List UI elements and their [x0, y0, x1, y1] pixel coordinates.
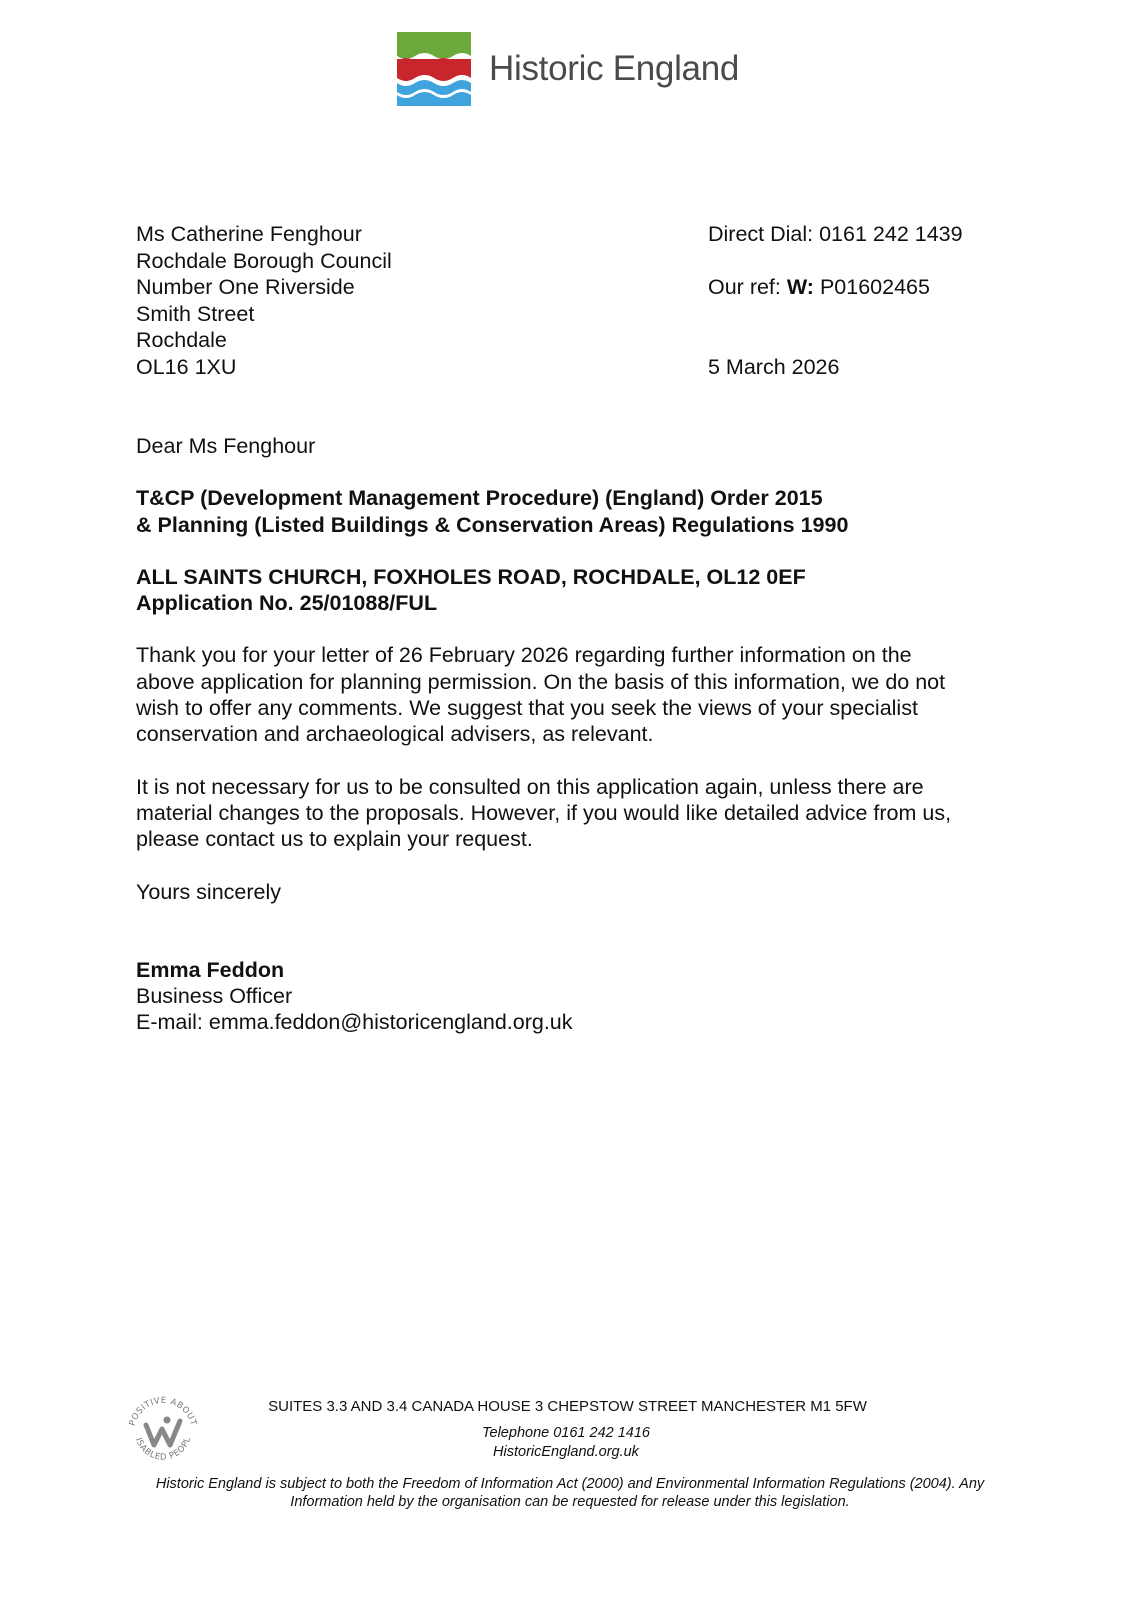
foi-notice-line: Historic England is subject to both the Freedom of Information Act (2000) and Environmental Information Regulations (2004). Any — [155, 1476, 985, 1492]
recipient-street: Smith Street — [136, 301, 255, 326]
recipient-town: Rochdale — [136, 328, 227, 352]
logo-wordmark: Historic England — [489, 49, 740, 88]
recipient-address — [136, 221, 392, 380]
application-number: Application No. 25/01088/FUL — [136, 591, 438, 616]
signatory-title: Business Officer — [136, 984, 293, 1009]
our-ref-code: W: — [786, 275, 814, 299]
paragraph-1-line: wish to offer any comments. We suggest that you seek the views of your specialist — [136, 696, 918, 721]
sign-off: Yours sincerely — [136, 879, 281, 904]
recipient-building: Number One Riverside — [136, 275, 355, 299]
badge-text-top: POSITIVE ABOUT — [127, 1395, 199, 1428]
badge-text-bottom: ISABLED PEOPL — [133, 1435, 194, 1463]
paragraph-1-line: Thank you for your letter of 26 February 2026 regarding further information on the — [136, 643, 912, 668]
paragraph-1-line: conservation and archaeological advisers, as relevant. — [136, 722, 654, 747]
foi-notice-line: Information held by the organisation can be requested for release under this legislation. — [290, 1493, 850, 1510]
letter-meta — [708, 221, 963, 380]
paragraph-2-line: material changes to the proposals. However, if you would like detailed advice from us, — [136, 800, 952, 825]
recipient-name: Ms Catherine Fenghour — [136, 222, 362, 246]
site-heading — [136, 564, 1016, 617]
recipient-postcode: OL16 1XU — [136, 354, 237, 379]
footer-address: SUITES 3.3 AND 3.4 CANADA HOUSE 3 CHEPSTOW STREET MANCHESTER M1 5FW — [268, 1398, 867, 1415]
direct-dial: Direct Dial: 0161 242 1439 — [708, 222, 963, 246]
legislation-line-1: T&CP (Development Management Procedure) (England) Order 2015 — [136, 486, 823, 511]
historic-england-emblem-icon — [397, 32, 471, 106]
our-ref-value: P01602465 — [819, 275, 930, 299]
salutation: Dear Ms Fenghour — [136, 434, 316, 458]
historic-england-logo — [397, 32, 739, 106]
our-ref-label: Our ref: — [708, 275, 781, 299]
paragraph-2-line: please contact us to explain your request. — [136, 827, 533, 852]
letter-date: 5 March 2026 — [708, 354, 840, 379]
our-reference — [708, 274, 963, 301]
legislation-heading — [136, 485, 1016, 538]
paragraph-1 — [136, 642, 1016, 747]
footer-telephone: Telephone 0161 242 1416 — [482, 1425, 650, 1441]
signatory-name: Emma Feddon — [136, 957, 285, 982]
footer-website-link[interactable]: HistoricEngland.org.uk — [493, 1444, 639, 1460]
paragraph-2-line: It is not necessary for us to be consulted on this application again, unless there are — [136, 774, 924, 799]
signatory-email: E-mail: emma.feddon@historicengland.org.uk — [136, 1010, 573, 1035]
site-address: ALL SAINTS CHURCH, FOXHOLES ROAD, ROCHDALE, OL12 0EF — [136, 564, 806, 589]
letter-body — [136, 433, 1016, 1036]
paragraph-1-line: above application for planning permission. On the basis of this information, we do not — [136, 669, 946, 694]
legislation-line-2: & Planning (Listed Buildings & Conservation Areas) Regulations 1990 — [136, 512, 849, 537]
foi-notice — [120, 1476, 1020, 1511]
paragraph-2 — [136, 774, 1016, 853]
recipient-organisation: Rochdale Borough Council — [136, 248, 392, 273]
